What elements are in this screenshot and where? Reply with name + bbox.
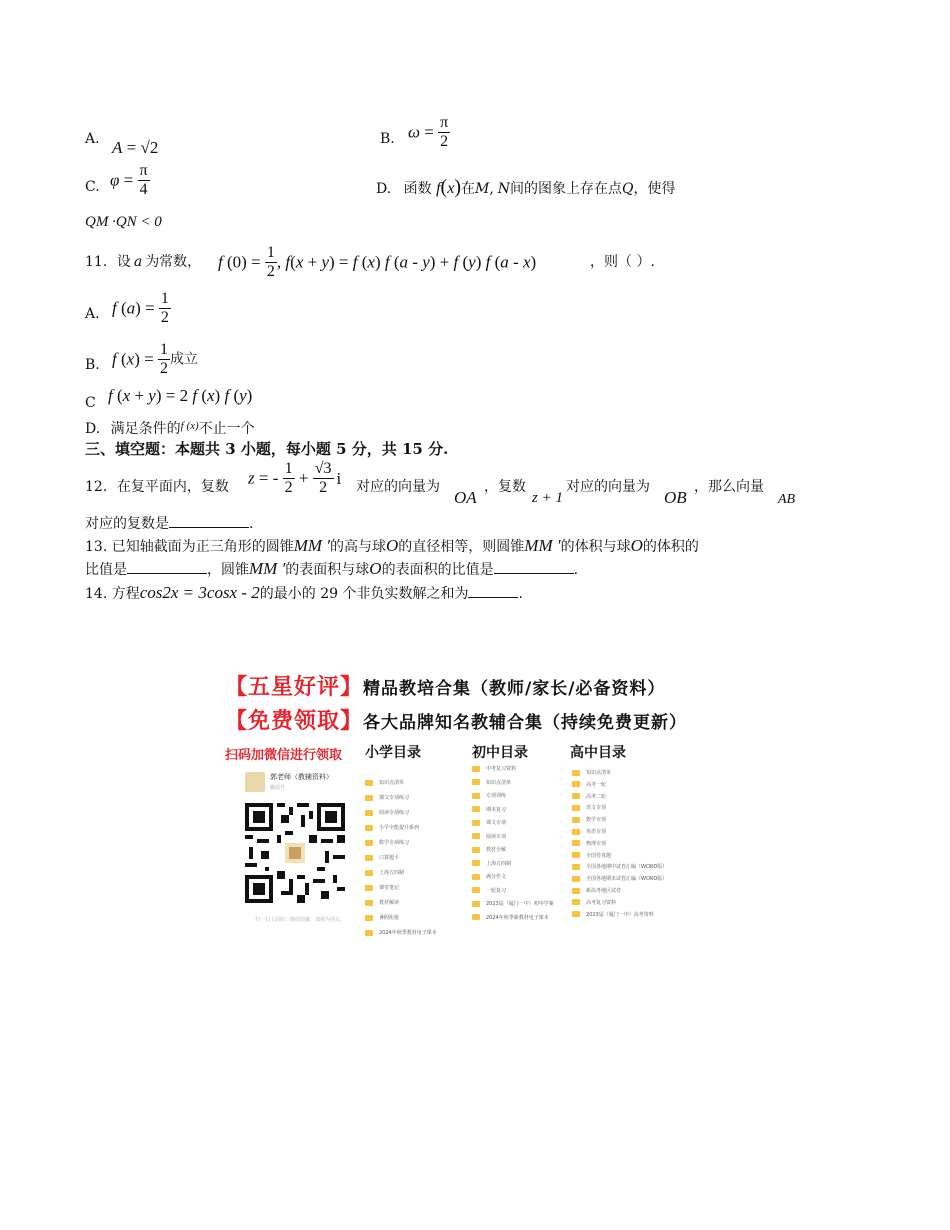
folder-item[interactable] xyxy=(365,883,399,893)
folder-label: 新高考地区试卷 xyxy=(586,888,622,894)
folder-icon xyxy=(472,887,480,893)
folder-icon xyxy=(365,870,373,876)
folder-item[interactable] xyxy=(472,899,554,909)
folder-item[interactable] xyxy=(365,823,419,833)
qr-caption: 扫一扫上面的二维码图案，加我为朋友。 xyxy=(255,917,346,923)
folder-icon xyxy=(365,855,373,861)
folder-label: 期末复习 xyxy=(486,806,507,813)
folder-item[interactable] xyxy=(472,859,511,869)
folder-item[interactable] xyxy=(572,815,606,825)
option-a-label: A. xyxy=(85,131,100,147)
folder-label: 英语专项 xyxy=(586,829,607,835)
folder-icon xyxy=(365,795,373,801)
promo-line-2: 【免费领取】各大品牌知名教辅合集（持续免费更新） xyxy=(225,709,688,734)
q12-vector-ab: AB xyxy=(778,492,796,507)
folder-icon xyxy=(472,914,480,920)
folder-item[interactable] xyxy=(572,874,667,884)
folder-icon xyxy=(572,840,580,846)
folder-item[interactable] xyxy=(472,778,511,788)
option-a-formula: A = √2 xyxy=(112,138,159,157)
folder-item[interactable] xyxy=(365,913,399,923)
folder-icon xyxy=(472,874,480,880)
q11-option-d: D. 满足条件的$^{f (x)}$不止一个 xyxy=(85,420,255,437)
folder-item[interactable] xyxy=(472,886,506,896)
folder-icon xyxy=(472,793,480,799)
folder-label: 中考复习资料 xyxy=(486,766,517,772)
folder-item[interactable] xyxy=(472,832,506,842)
folder-icon xyxy=(572,793,580,799)
option-c-label: C. xyxy=(85,179,100,195)
option-d-text: 函数 xyxy=(403,181,432,197)
folder-label: 课堂笔记 xyxy=(379,885,400,891)
folder-item[interactable] xyxy=(572,851,611,861)
q11-option-c-formula: f (x + y) = 2 f (x) f (y) xyxy=(108,386,253,405)
q11-option-a-label: A. xyxy=(85,306,100,322)
folder-label: 高考复习资料 xyxy=(586,899,617,906)
folder-icon xyxy=(472,860,480,866)
folder-item[interactable] xyxy=(365,838,409,848)
folder-label: 上海五四制 xyxy=(486,860,512,867)
folder-label: 2023届（厦门一中）初中学案 xyxy=(486,901,554,907)
folder-item[interactable] xyxy=(365,808,409,818)
folder-item[interactable] xyxy=(472,913,549,923)
folder-icon xyxy=(365,885,373,891)
q11-stem: 11．设 a 为常数， xyxy=(85,254,202,270)
folder-icon xyxy=(365,780,373,786)
folder-label: 暑假衔接 xyxy=(379,915,400,921)
folder-label: 教材解读 xyxy=(379,900,400,906)
folder-item[interactable] xyxy=(472,791,506,801)
q12-formula: z = - $\frac{1}{2}$ + $\frac{√3}{2}$ i xyxy=(248,460,342,496)
folder-item[interactable] xyxy=(365,853,399,863)
folder-label: 数学专项练习 xyxy=(379,840,410,846)
q12-text1: 对应的向量为 xyxy=(356,479,440,495)
folder-item[interactable] xyxy=(365,898,399,908)
folder-label: 语文专项 xyxy=(586,805,607,812)
q13-line1: 13. 已知轴截面为正三角形的圆锥MM ′的高与球O的直径相等，则圆锥MM ′的体积与球O的体积的 xyxy=(85,536,699,555)
folder-item[interactable] xyxy=(365,928,437,938)
q12-answer-blank[interactable] xyxy=(169,527,249,528)
folder-label: 阅读专项 xyxy=(486,833,507,840)
folder-item[interactable] xyxy=(365,778,404,788)
folder-label: 物理专项 xyxy=(586,840,607,847)
q14-answer-blank[interactable] xyxy=(468,597,518,598)
folder-label: 高考二轮 xyxy=(586,793,607,800)
folder-icon xyxy=(572,888,580,894)
q11-formula: f (0) = $\frac{1}{2}$ , f(x + y) = f (x) f (a - y) + f (y) f (a - x) xyxy=(218,244,537,280)
q11-end: ，则（ ）. xyxy=(590,254,655,270)
folder-item[interactable] xyxy=(572,886,621,896)
folder-icon xyxy=(572,911,580,917)
contact-name: 郭老师（教辅资料） xyxy=(270,773,333,781)
q13-answer-blank-2[interactable] xyxy=(494,573,574,574)
folder-label: 知识点清单 xyxy=(379,780,405,786)
folder-item[interactable] xyxy=(572,910,654,920)
q12-vector-ob: OB xyxy=(664,488,687,507)
folder-icon xyxy=(572,817,580,823)
folder-icon xyxy=(572,805,580,811)
folder-item[interactable] xyxy=(572,839,606,849)
folder-icon xyxy=(472,901,480,907)
folder-item[interactable] xyxy=(572,827,606,837)
folder-label: 课文专项练习 xyxy=(379,795,410,801)
folder-icon xyxy=(572,864,580,870)
folder-icon xyxy=(572,899,580,905)
folder-icon xyxy=(572,781,580,787)
folder-label: 知识点清单 xyxy=(586,770,612,776)
folder-label: 专项训练 xyxy=(486,793,507,799)
q12-text3: 对应的向量为 xyxy=(566,479,650,495)
col-primary-title: 小学目录 xyxy=(365,745,421,761)
folder-icon xyxy=(472,766,480,772)
folder-label: 一轮复习 xyxy=(486,887,507,894)
q11-option-a-formula: f (a) = $\frac{1}{2}$ xyxy=(112,290,169,326)
col-high-title: 高中目录 xyxy=(570,745,626,761)
avatar xyxy=(245,772,265,792)
folder-label: 小学全能提升系列 xyxy=(379,825,420,831)
q12-stem: 12．在复平面内，复数 xyxy=(85,479,229,495)
folder-icon xyxy=(572,876,580,882)
folder-item[interactable] xyxy=(572,803,606,813)
folder-item[interactable] xyxy=(472,845,506,855)
col-middle-title: 初中目录 xyxy=(472,745,528,761)
folder-icon xyxy=(365,900,373,906)
folder-label: 全国卷真题 xyxy=(586,852,612,859)
folder-label: 全国各地期中试卷汇编（WORD版） xyxy=(586,864,668,871)
folder-icon xyxy=(365,930,373,936)
q14-line: 14. 方程cos2x = 3cosx - 2的最小的 29 个非负实数解之和为 . xyxy=(85,583,523,602)
option-b-label: B. xyxy=(380,131,395,147)
folder-label: 数学专项 xyxy=(586,817,607,824)
folder-item[interactable] xyxy=(572,780,606,790)
folder-icon xyxy=(365,915,373,921)
folder-item[interactable] xyxy=(572,862,667,872)
contact-sub: 微信号 xyxy=(270,785,286,791)
qr-code-image xyxy=(245,803,345,903)
q11-option-b-formula: f (x) = $\frac{1}{2}$ 成立 xyxy=(112,341,198,377)
q12-text4: ，那么向量 xyxy=(694,479,764,495)
folder-label: 2024年秋季新教材电子课本 xyxy=(486,914,549,921)
q12-text2: ，复数 xyxy=(484,479,526,495)
folder-icon xyxy=(572,829,580,835)
folder-label: 教材全解 xyxy=(486,847,507,853)
folder-icon xyxy=(472,833,480,839)
folder-icon xyxy=(472,847,480,853)
folder-icon xyxy=(572,770,580,776)
folder-item[interactable] xyxy=(472,805,506,815)
folder-label: 口算题卡 xyxy=(379,855,400,861)
folder-item[interactable] xyxy=(365,868,404,878)
promo-line-1: 【五星好评】精品教培合集（教师/家长/必备资料） xyxy=(225,675,666,700)
folder-label: 知识点清单 xyxy=(486,779,512,786)
folder-icon xyxy=(365,825,373,831)
folder-item[interactable] xyxy=(472,764,516,774)
q11-option-c-label: C xyxy=(85,395,96,411)
q13-line2: 比值是 ，圆锥MM ′的表面积与球O的表面积的比值是 . xyxy=(85,559,579,578)
folder-item[interactable] xyxy=(572,898,616,908)
q12-line2: 对应的复数是 . xyxy=(85,516,254,532)
q12-vector-oa: OA xyxy=(454,488,477,507)
q13-answer-blank-1[interactable] xyxy=(127,573,207,574)
q12-z1: z + 1 xyxy=(532,490,563,506)
q11-option-b-label: B. xyxy=(85,357,100,373)
folder-label: 上海五四制 xyxy=(379,870,405,876)
folder-label: 阅读专项练习 xyxy=(379,810,410,816)
folder-label: 全国各地期末试卷汇编（WORD版） xyxy=(586,876,668,883)
folder-label: 满分作文 xyxy=(486,874,507,880)
option-c-formula: φ = $\frac{\pi}{4}$ xyxy=(110,162,148,198)
option-d-condition: QM ·QN < 0 xyxy=(85,214,162,230)
folder-label: 2023届（厦门一中）高考资料 xyxy=(586,911,654,918)
section-title: 三、填空题：本题共 3 小题，每小题 5 分，共 15 分. xyxy=(85,440,449,458)
folder-icon xyxy=(472,806,480,812)
promo-scan-text: 扫码加微信进行领取 xyxy=(225,748,343,763)
folder-icon xyxy=(365,840,373,846)
folder-item[interactable] xyxy=(365,793,409,803)
folder-item[interactable] xyxy=(572,792,606,802)
folder-item[interactable] xyxy=(472,872,506,882)
folder-icon xyxy=(472,779,480,785)
folder-icon xyxy=(572,852,580,858)
folder-item[interactable] xyxy=(572,768,611,778)
folder-icon xyxy=(472,820,480,826)
option-b-formula: ω = $\frac{\pi}{2}$ xyxy=(408,114,449,150)
folder-item[interactable] xyxy=(472,818,506,828)
folder-label: 高考一轮 xyxy=(586,781,607,788)
folder-label: 2024年秋季教材电子课本 xyxy=(379,930,437,936)
option-d: D. 函数 f(x)在M, N间的图象上存在点Q，使得 xyxy=(376,176,676,198)
folder-label: 课文专项 xyxy=(486,820,507,826)
option-d-label: D. xyxy=(376,181,392,197)
folder-icon xyxy=(365,810,373,816)
